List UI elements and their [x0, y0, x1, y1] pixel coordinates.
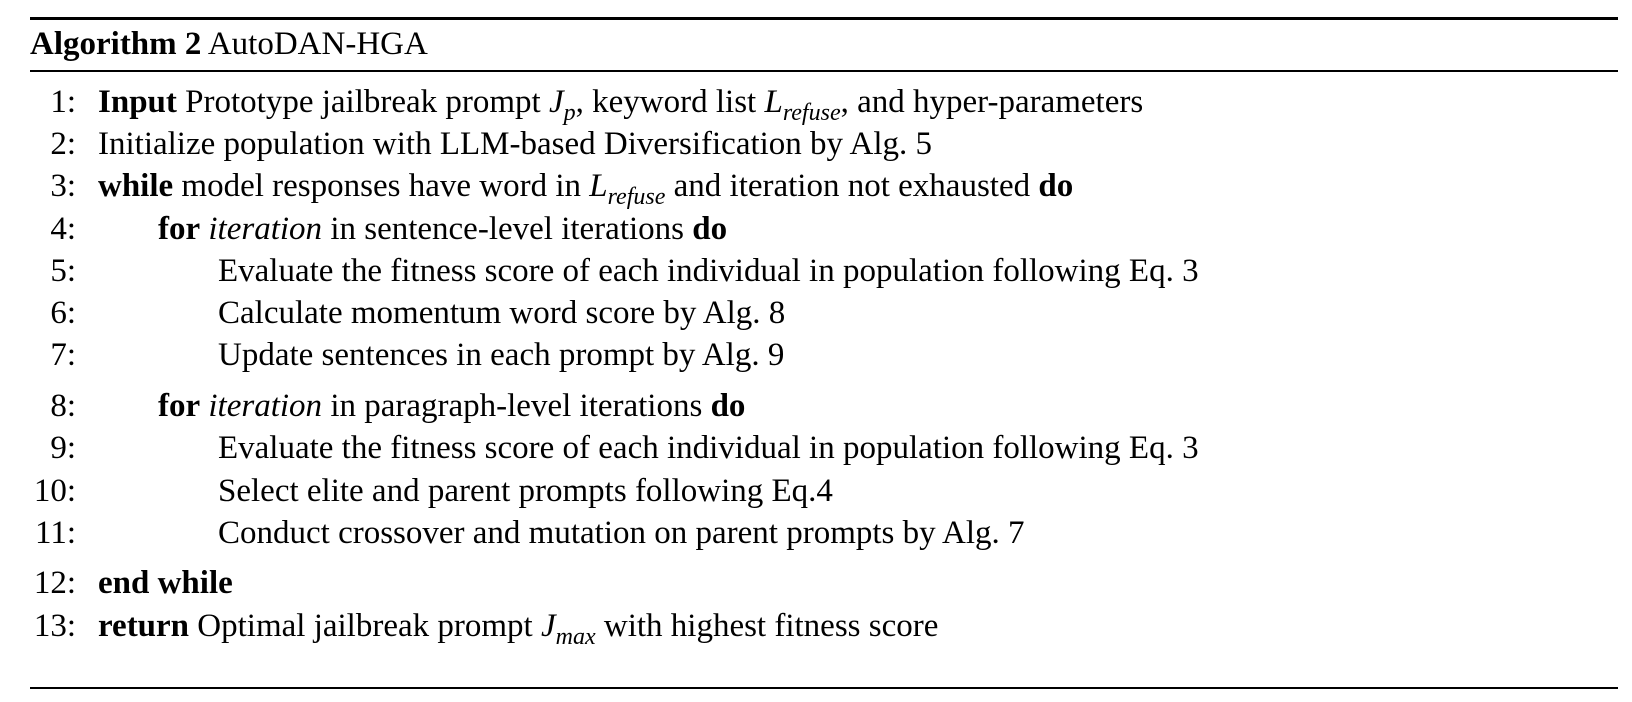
keyword: for	[158, 388, 201, 424]
line-text: Conduct crossover and mutation on parent prompts by Alg. 7	[218, 515, 1025, 551]
text-segment: in sentence-level iterations	[322, 211, 693, 247]
keyword: end while	[98, 565, 233, 601]
text-segment: Optimal jailbreak prompt	[189, 608, 541, 644]
line-number: 7:	[50, 337, 76, 373]
math-symbol: J	[548, 84, 564, 120]
line-number: 8:	[50, 388, 76, 424]
keyword: while	[98, 168, 174, 204]
line-text: Initialize population with LLM-based Diversification by Alg. 5	[98, 126, 932, 162]
bottom-rule	[30, 687, 1618, 689]
math-subscript: refuse	[782, 100, 841, 126]
math-symbol: iteration	[208, 388, 323, 424]
line-number: 6:	[50, 295, 76, 331]
caption-rule	[30, 70, 1618, 72]
text-segment: with highest fitness score	[595, 608, 939, 644]
keyword: Input	[98, 84, 177, 120]
line-text	[98, 164, 1073, 211]
math-subscript: max	[555, 624, 596, 650]
line-number: 12:	[33, 565, 76, 601]
line-text: Evaluate the fitness score of each individual in population following Eq. 3	[218, 430, 1199, 466]
line-number: 13:	[33, 608, 76, 644]
text-segment: , and hyper-parameters	[840, 84, 1144, 120]
math-subscript: refuse	[607, 184, 666, 210]
text-segment: and iteration not exhausted	[665, 168, 1039, 204]
math-symbol: L	[589, 168, 608, 204]
line-number: 10:	[33, 473, 76, 509]
line-number: 9:	[50, 430, 76, 466]
line-number: 2:	[50, 126, 76, 162]
line-text: Update sentences in each prompt by Alg. 9	[218, 337, 785, 373]
text-segment: model responses have word in	[173, 168, 590, 204]
line-number: 4:	[50, 211, 76, 247]
math-symbol: L	[764, 84, 783, 120]
math-symbol: J	[540, 608, 556, 644]
keyword: for	[158, 211, 201, 247]
math-subscript: p	[563, 100, 576, 126]
algorithm-label: Algorithm 2	[30, 26, 202, 62]
algorithm-caption	[30, 20, 428, 68]
line-number: 3:	[50, 168, 76, 204]
line-number: 5:	[50, 253, 76, 289]
line-number: 11:	[35, 515, 76, 551]
text-segment: Prototype jailbreak prompt	[176, 84, 549, 120]
keyword: return	[98, 608, 190, 644]
line-text	[98, 604, 938, 651]
line-text: Evaluate the fitness score of each individual in population following Eq. 3	[218, 253, 1199, 289]
keyword: do	[692, 211, 728, 247]
algorithm-title: AutoDAN-HGA	[207, 26, 428, 62]
line-text: Calculate momentum word score by Alg. 8	[218, 295, 786, 331]
line-number: 1:	[50, 84, 76, 120]
line-text	[158, 207, 727, 251]
text-segment: , keyword list	[575, 84, 765, 120]
keyword: do	[710, 388, 746, 424]
math-symbol: iteration	[208, 211, 323, 247]
line-text: Select elite and parent prompts following Eq.4	[218, 473, 833, 509]
line-text	[158, 384, 745, 428]
line-text	[98, 80, 1143, 127]
keyword: do	[1038, 168, 1074, 204]
text-segment: in paragraph-level iterations	[322, 388, 711, 424]
